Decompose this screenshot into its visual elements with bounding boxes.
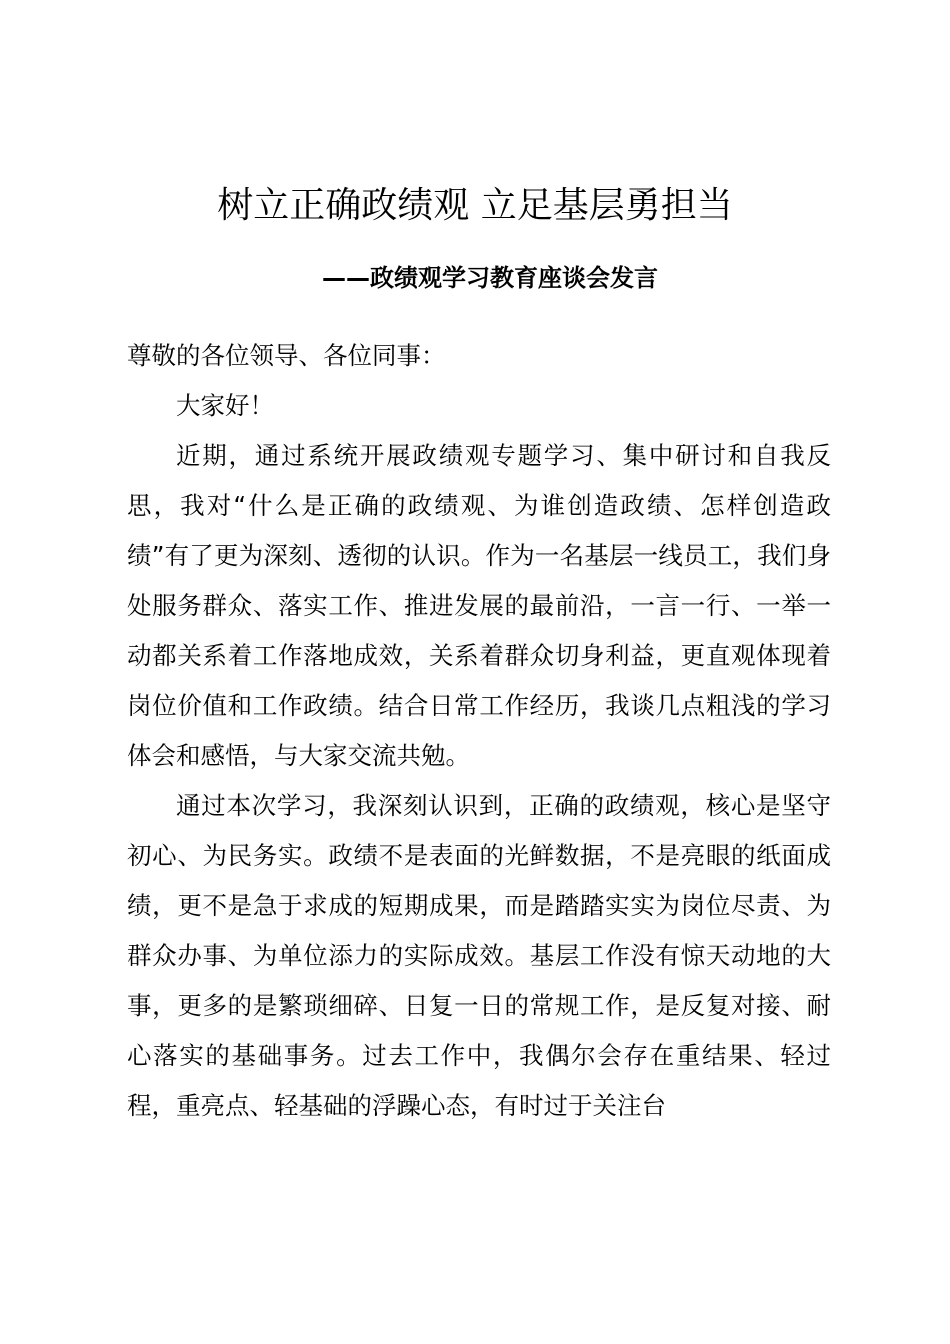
paragraph-greeting: 大家好！ <box>176 391 274 420</box>
salutation: 尊敬的各位领导、各位同事： <box>127 341 446 370</box>
document-body <box>127 331 831 1131</box>
paragraph-reflection: 通过本次学习，我深刻认识到，正确的政绩观，核心是坚守初心、为民务实。政绩不是表面的光鲜数据，不是亮眼的纸面成绩，更不是急于求成的短期成果，而是踏踏实实为岗位尽责、为群众办事、为单位添力的实际成效。基层工作没有惊天动地的大事，更多的是繁琐细碎、日复一日的常规工作，是反复对接、耐心落实的基础事务。过去工作中，我偶尔会存在重结果、轻过程，重亮点、轻基础的浮躁心态，有时过于关注台 <box>127 791 831 1120</box>
document-subtitle: ——政绩观学习教育座谈会发言 <box>322 264 658 292</box>
document-title: 树立正确政绩观 立足基层勇担当 <box>217 185 733 226</box>
paragraph-intro: 近期，通过系统开展政绩观专题学习、集中研讨和自我反思，我对“什么是正确的政绩观、为谁创造政绩、怎样创造政绩”有了更为深刻、透彻的认识。作为一名基层一线员工，我们身处服务群众、落实工作、推进发展的最前沿，一言一行、一举一动都关系着工作落地成效，关系着群众切身利益，更直观体现着岗位价值和工作政绩。结合日常工作经历，我谈几点粗浅的学习体会和感悟，与大家交流共勉。 <box>127 441 831 770</box>
